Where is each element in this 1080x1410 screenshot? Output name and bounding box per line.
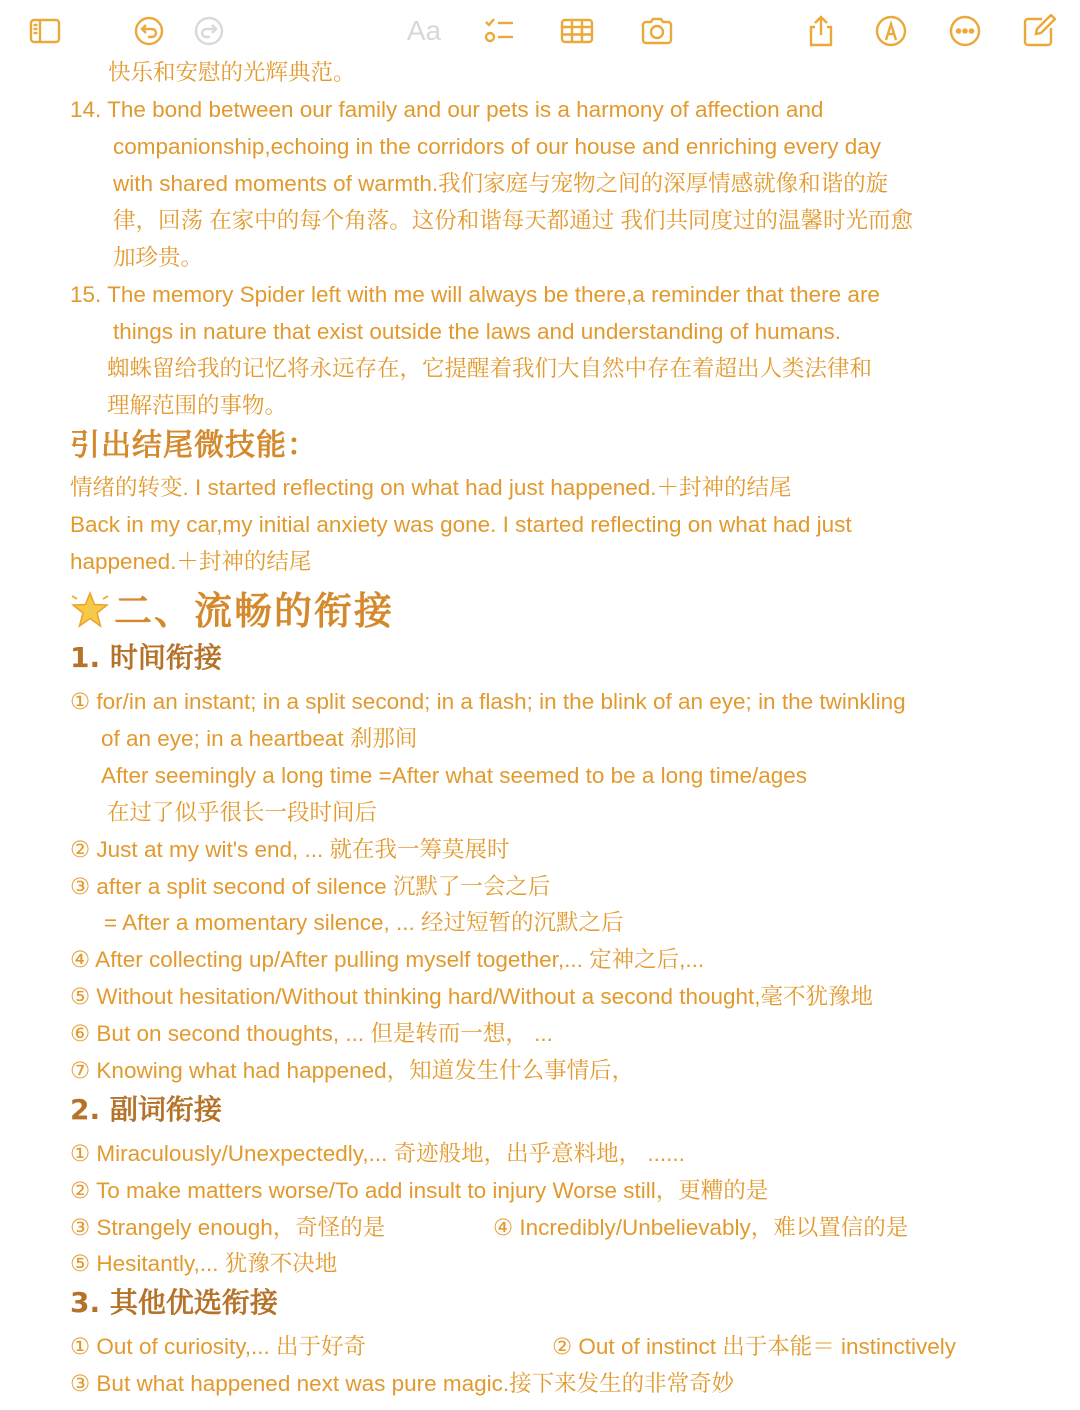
text-line: ① for/in an instant; in a split second; in a flash; in the blink of an eye; in the twinkling [70,689,906,714]
text-line: 理解范围的事物。 [107,393,288,418]
text-line: with shared moments of warmth.我们家庭与宠物之间的深厚情感就像和谐的旋 [113,171,889,196]
text-line: = After a momentary silence, ... 经过短暂的沉默之后 [104,910,624,935]
markup-pen-icon[interactable] [872,12,910,50]
table-icon[interactable] [558,12,596,50]
list-item-15: 15. The memory Spider left with me will always be there,a reminder that there are [70,282,880,307]
text-line: 加珍贵。 [113,245,204,270]
text-line: ② Out of instinct 出于本能＝ instinctively [552,1334,957,1359]
text-line: 蜘蛛留给我的记忆将永远存在，它提醒着我们大自然中存在着超出人类法律和 [107,356,873,381]
text-line: happened.＋封神的结尾 [70,549,312,574]
other-transition-heading: 3. 其他优选衔接 [70,1286,278,1319]
text-line: things in nature that exist outside the laws and understanding of humans. [113,319,841,344]
text-line: of an eye; in a heartbeat 刹那间 [101,726,418,751]
toolbar [0,0,1080,62]
text-line: ③ after a split second of silence 沉默了一会之后 [70,874,551,899]
camera-icon[interactable] [638,12,676,50]
text-line: ② Just at my wit's end, ... 就在我一筹莫展时 [70,837,510,862]
ending-skill-heading: 引出结尾微技能： [70,428,318,463]
text-line: companionship,echoing in the corridors of our house and enriching every day [113,134,881,159]
share-icon[interactable] [802,12,840,50]
text-line: ⑥ But on second thoughts, ... 但是转而一想， ... [70,1021,553,1046]
text-line: ① Miraculously/Unexpectedly,... 奇迹般地，出乎意料地， ...... [70,1141,685,1166]
text-line: ⑦ Knowing what had happened，知道发生什么事情后， [70,1058,635,1083]
text-line: ④ After collecting up/After pulling myself together,... 定神之后,... [70,947,705,972]
text-line: ④ Incredibly/Unbelievably，难以置信的是 [493,1215,909,1240]
text-line: 在过了似乎很长一段时间后 [107,800,378,825]
more-options-icon[interactable] [946,12,984,50]
text-line: ③ But what happened next was pure magic.接下来发生的非常奇妙 [70,1371,735,1396]
list-item-14: 14. The bond between our family and our pets is a harmony of affection and [70,97,824,122]
text-format-button[interactable] [402,12,446,50]
text-format-label: Aa [406,15,442,46]
undo-icon[interactable] [130,12,168,50]
checklist-icon[interactable] [480,12,518,50]
text-line: 情绪的转变. I started reflecting on what had just happened.＋封神的结尾 [70,475,792,500]
text-line: ③ Strangely enough，奇怪的是 [70,1215,386,1240]
text-line: ② To make matters worse/To add insult to injury Worse still，更糟的是 [70,1178,769,1203]
text-line: 快乐和安慰的光辉典范。 [108,60,356,85]
redo-icon[interactable] [190,12,228,50]
section-2-heading-row [70,580,394,635]
text-line: 律，回荡 在家中的每个角落。这份和谐每天都通过 我们共同度过的温馨时光而愈 [113,208,914,233]
text-line: After seemingly a long time =After what seemed to be a long time/ages [101,763,808,788]
section-2-heading: 二、流畅的衔接 [114,589,395,633]
text-line: ① Out of curiosity,... 出于好奇 [70,1334,367,1359]
text-line: ⑤ Without hesitation/Without thinking hard/Without a second thought,毫不犹豫地 [70,984,874,1009]
sidebar-toggle-icon[interactable] [26,12,64,50]
text-line: Back in my car,my initial anxiety was gone. I started reflecting on what had just [70,512,852,537]
glowing-star-icon [70,590,110,630]
adverb-transition-heading: 2. 副词衔接 [70,1093,222,1126]
compose-icon[interactable] [1020,12,1058,50]
text-line: ⑤ Hesitantly,... 犹豫不决地 [70,1251,338,1276]
time-transition-heading: 1. 时间衔接 [70,641,222,674]
